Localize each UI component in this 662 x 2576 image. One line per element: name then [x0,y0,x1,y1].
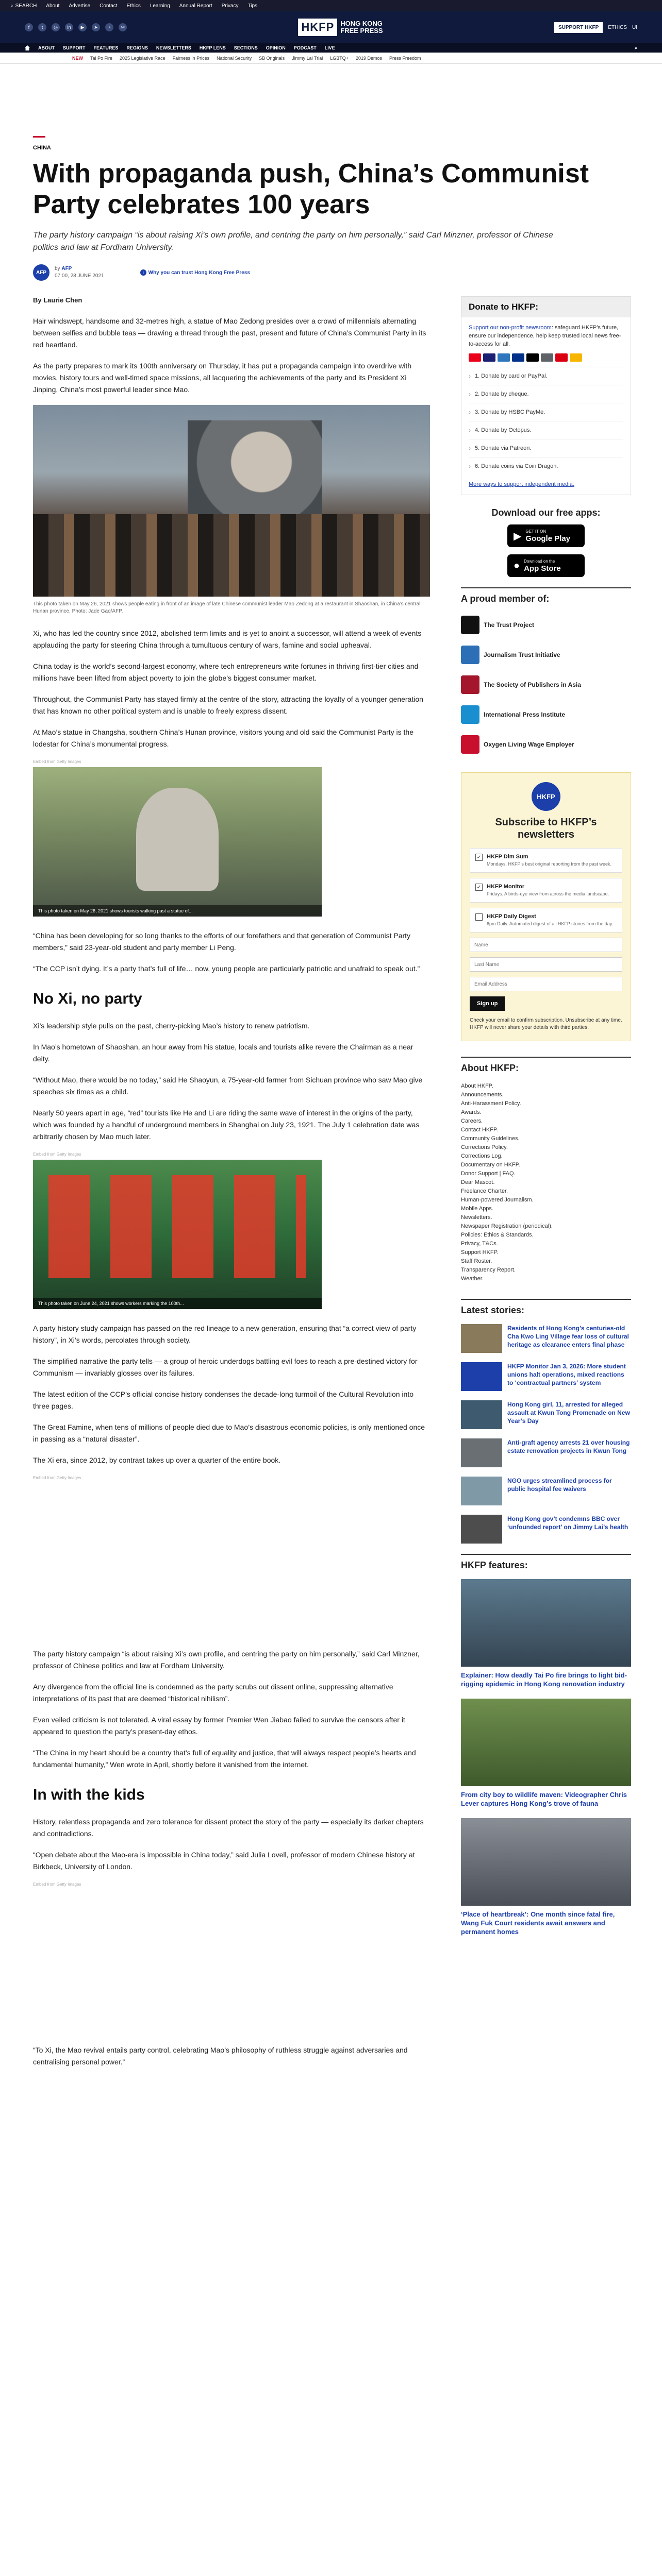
paragraph: Xi, who has led the country since 2012, abolished term limits and is yet to anoint a successor, will attend a week of events applauding the party for steering China through a tumultuous century of wars, famine and social upheaval. [33,629,422,649]
payment-methods [469,353,623,362]
about-link[interactable]: Contact HKFP. [461,1127,498,1133]
about-link[interactable]: Corrections Policy. [461,1144,508,1150]
article-photo-workers-sign[interactable] [33,1160,322,1309]
paragraph: The latest edition of the CCP’s official concise history condenses the decade-long turmoil of the Cultural Revolution into three pages. [33,1390,414,1410]
story-thumbnail [461,1400,502,1429]
search-icon[interactable]: ⌕ [634,45,637,50]
trending-item[interactable]: 2019 Demos [355,55,382,61]
member-title: A proud member of: [461,587,631,604]
feature-story[interactable]: ‘Place of heartbreak’: One month since fatal fire, Wang Fuk Court residents await answers and permanent homes [461,1818,631,1936]
category-rule [33,136,45,138]
embed-credit: Embed from Getty Images [33,759,81,764]
googlepay-icon [541,353,553,362]
member-jti[interactable]: Journalism Trust Initiative [461,642,631,667]
trending-item[interactable]: Tai Po Fire [90,55,113,61]
about-link[interactable]: Donor Support | FAQ. [461,1171,516,1177]
section-heading: In with the kids [33,1786,145,1803]
paragraph: In Mao’s hometown of Shaoshan, an hour away from his statue, locals and tourists alike revere the Chairman as a near deity. [33,1043,413,1063]
about-link[interactable]: Human-powered Journalism. [461,1197,534,1203]
jti-icon [461,646,479,664]
embed-credit: Embed from Getty Images [33,1476,81,1480]
byline-date: 07:00, 28 JUNE 2021 [55,273,104,279]
nav-live[interactable]: LIVE [324,45,335,50]
story-thumbnail [461,1324,502,1353]
email-input[interactable] [470,977,622,991]
byline-author[interactable]: AFP [61,266,72,272]
search-icon: ⌕ [10,3,13,9]
nav-about[interactable]: ABOUT [38,45,55,50]
newsletter-logo: HKFP [532,782,560,811]
trending-item[interactable]: SB Originals [259,55,285,61]
donate-option-octopus[interactable]: › 4. Donate by Octopus. [469,421,623,439]
about-link[interactable]: Weather. [461,1276,484,1282]
oxygen-icon [461,735,479,754]
trending-item[interactable]: Jimmy Lai Trial [292,55,323,61]
support-newsroom-link[interactable]: Support our non-profit newsroom [469,325,552,331]
app-store-button[interactable]: ● Download on the App Store [507,554,585,577]
byline [33,264,629,281]
latest-story[interactable]: HKFP Monitor Jan 3, 2026: More student unions halt operations, mixed reactions to ‘contractual partners’ system [461,1362,631,1391]
facebook-icon[interactable]: f [25,23,33,31]
chevron-right-icon: › [469,445,471,452]
rss-icon[interactable]: ◔ [105,23,113,31]
photo-caption: This photo taken on May 26, 2021 shows people eating in front of an image of late Chinese communist leader Mao Zedong at a restaurant in Shaoshan, in China’s central Hunan province. Photo: Jade Gao/AFP. [33,601,421,614]
nav-newsletters[interactable]: NEWSLETTERS [156,45,191,50]
hsbc-icon [555,353,568,362]
about-link[interactable]: Policies: Ethics & Standards. [461,1232,534,1238]
article-author: By Laurie Chen [33,296,82,304]
utility-tips-link[interactable]: Tips [247,3,258,9]
donate-intro: : safeguard HKFP’s future, ensure our independence, help keep trusted local news free-to-access for all. [469,325,621,347]
sopa-icon [461,675,479,694]
member-sopa[interactable]: The Society of Publishers in Asia [461,672,631,697]
octopus-icon [570,353,582,362]
nav-regions[interactable]: REGIONS [126,45,148,50]
nav-sections[interactable]: SECTIONS [234,45,258,50]
article-header [0,64,662,281]
utility-ethics-link[interactable]: Ethics [126,3,141,9]
paragraph: Even veiled criticism is not tolerated. A viral essay by former Premier Wen Jiabao failed to survive the censors after it appeared to question the party’s present-day ethos. [33,1716,405,1736]
about-link[interactable]: Anti-Harassment Policy. [461,1100,521,1107]
nav-support[interactable]: SUPPORT [63,45,86,50]
apps-title: Download our free apps: [491,507,601,518]
photo-crowd-shape [33,514,430,597]
visa-icon [483,353,495,362]
story-thumbnail [461,1438,502,1467]
main-nav [0,43,662,53]
paragraph: Xi’s leadership style pulls on the past, cherry-picking Mao’s history to renew patriotism. [33,1022,310,1030]
trending-new-label: NEW [72,55,83,61]
ethics-link[interactable]: ETHICS [608,24,627,30]
paragraph: The party history campaign “is about raising Xi’s own profile, and centring the party on him personally,” said Carl Minzner, professor of Chinese politics and law at Fordham University. [33,1650,420,1670]
signup-button[interactable]: Sign up [470,996,505,1011]
article-standfirst: The party history campaign “is about raising Xi’s own profile, and centring the party on him personally,” said Carl Minzner, professor of Chinese politics and law at Fordham University. [33,231,553,252]
story-thumbnail [461,1477,502,1505]
utility-annual-report-link[interactable]: Annual Report [179,3,212,9]
about-link[interactable]: Corrections Log. [461,1153,503,1159]
donate-option-coins[interactable]: › 6. Donate coins via Coin Dragon. [469,457,623,475]
photo-bust-shape [136,788,219,891]
newsletter-option-dimsum[interactable]: ✓ HKFP Dim Sum Mondays. HKFP’s best original reporting from the past week. [470,848,622,873]
newsletter-widget [461,772,631,1041]
story-thumbnail [461,1362,502,1391]
feature-image [461,1818,631,1906]
trending-bar [0,53,662,64]
utility-about-link[interactable]: About [46,3,60,9]
embed-placeholder [33,1483,430,1648]
paragraph: Throughout, the Communist Party has stayed firmly at the centre of the story, attracting the loyalty of a younger generation that has known no other political system and is unable to freely express dissent. [33,695,423,715]
paragraph: The Great Famine, when tens of millions of people died due to Mao’s disastrous economic policies, is only mentioned once in passing as a “natural disaster”. [33,1423,425,1443]
latest-story[interactable]: NGO urges streamlined process for public hospital fee waivers [461,1477,631,1505]
info-icon: i [140,269,146,276]
donate-title: Donate to HKFP: [461,297,631,317]
applepay-icon [526,353,539,362]
paragraph: “To Xi, the Mao revival entails party control, celebrating Mao’s philosophy of ruthless struggle against adversaries and centralising personal power.” [33,2046,408,2066]
chevron-right-icon: › [469,427,471,434]
trending-item[interactable]: 2025 Legislative Race [120,55,166,61]
about-link[interactable]: Community Guidelines. [461,1136,520,1142]
nav-features[interactable]: FEATURES [93,45,119,50]
donate-body [461,317,631,495]
paragraph: “China has been developing for so long thanks to the efforts of our forefathers and that generation of Communist Party members,” said 23-year-old student and party member Li Peng. [33,931,411,952]
photo-overlay-caption: This photo taken on June 24, 2021 shows workers marking the 100th... [33,1298,322,1309]
author-avatar[interactable]: AFP [33,264,49,281]
feature-image [461,1579,631,1667]
photo-characters-shape [48,1175,306,1278]
trust-project-icon [461,616,479,634]
utility-advertise-link[interactable]: Advertise [69,3,91,9]
member-trust-project[interactable]: The Trust Project [461,613,631,637]
embed-placeholder [33,1890,430,2044]
donate-option-cheque[interactable]: › 2. Donate by cheque. [469,385,623,403]
paragraph: The simplified narrative the party tells — a group of heroic underdogs battling evil foes to reach a pre-destined victory for Communism — invariably glosses over its failures. [33,1357,418,1377]
about-link[interactable]: Newsletters. [461,1214,492,1221]
paragraph: “Without Mao, there would be no today,” said He Shaoyun, a 75-year-old farmer from Sichuan province who saw Mao give speeches six times as a child. [33,1076,423,1096]
content-columns [0,296,662,2077]
more-support-link[interactable]: More ways to support independent media. [469,481,574,487]
paragraph: “The China in my heart should be a country that’s full of equality and justice, that will always respect people’s hearts and fundamental humanity,” Wen wrote in April, shortly before it vanished from the internet. [33,1749,416,1769]
google-play-icon: ▶ [514,530,522,542]
paragraph: China today is the world’s second-largest economy, where tech entrepreneurs write fortunes in thriving first-tier cities and millions have been lifted from abject poverty to join the globe’s biggest consumer market. [33,662,419,682]
ipi-icon [461,705,479,724]
about-link[interactable]: Documentary on HKFP. [461,1162,520,1168]
paragraph: Hair windswept, handsome and 32-metres high, a statue of Mao Zedong presides over a crowd of millennials alternating between selfies and bubble teas — drawing a thread through the past, present and future of China’s Communist Party in its red heartland. [33,317,426,349]
feature-story[interactable]: Explainer: How deadly Tai Po fire brings to light bid-rigging epidemic in Hong Kong renovation industry [461,1579,631,1688]
support-hkfp-button[interactable]: SUPPORT HKFP [554,22,603,33]
newsletter-option-monitor[interactable]: ✓ HKFP Monitor Fridays. A birds-eye view from across the media landscape. [470,878,622,903]
article-photo-mao-statue[interactable] [33,767,322,917]
trust-link[interactable]: i Why you can trust Hong Kong Free Press [140,269,250,276]
twitter-icon[interactable]: t [38,23,46,31]
about-link[interactable]: Freelance Charter. [461,1188,508,1194]
article-photo-mao-restaurant[interactable] [33,405,430,597]
paragraph: “The CCP isn’t dying. It’s a party that’s full of life… now, young people are particularly patriotic and unafraid to speak out.” [33,964,420,973]
latest-story[interactable]: Hong Kong girl, 11, arrested for alleged assault at Kwun Tong Promenade on New Year’s Day [461,1400,631,1429]
ui-toggle[interactable]: UI [632,24,637,30]
about-link[interactable]: Announcements. [461,1092,504,1098]
nav-hkfp-lens[interactable]: HKFP LENS [199,45,226,50]
paragraph: The Xi era, since 2012, by contrast takes up over a quarter of the entire book. [33,1456,281,1464]
newsletter-note: Check your email to confirm subscription. Unsubscribe at any time. HKFP will never share your details with third parties. [470,1018,622,1030]
article-category[interactable]: CHINA [33,145,51,151]
telegram-icon[interactable]: ➤ [92,23,100,31]
about-link[interactable]: Awards. [461,1109,482,1115]
latest-story[interactable]: Anti-graft agency arrests 21 over housing estate renovation projects in Kwun Tong [461,1438,631,1467]
chevron-right-icon: › [469,372,471,380]
byline-meta: by AFP 07:00, 28 JUNE 2021 [55,266,104,279]
utility-bar [0,0,662,11]
sidebar [461,296,631,2077]
masthead [0,11,662,43]
about-list [461,1082,631,1283]
feature-image [461,1699,631,1786]
paragraph: Any divergence from the official line is condemned as the party scrubs out dissent online, suppressing alternative interpretations of its past that are deemed “historical nihilism”. [33,1683,393,1703]
trending-item[interactable]: LGBTQ+ [330,55,349,61]
paragraph: “Open debate about the Mao-era is impossible in China today,” said Julia Lovell, professor of modern Chinese history at Birkbeck, University of London. [33,1851,415,1871]
chevron-right-icon: › [469,409,471,416]
paragraph: A party history study campaign has passed on the red lineage to a new generation, ensuring that “a correct view of party history”, in Xi’s words, percolates through society. [33,1324,417,1344]
trending-item[interactable]: Press Freedom [389,55,421,61]
features-title: HKFP features: [461,1554,631,1571]
amex-icon [498,353,510,362]
last-name-input[interactable] [470,957,622,972]
about-link[interactable]: Transparency Report. [461,1267,516,1273]
chevron-right-icon: › [469,391,471,398]
donate-widget [461,296,631,495]
about-link[interactable]: Privacy, T&Cs. [461,1241,498,1247]
section-heading: No Xi, no party [33,990,142,1007]
chevron-right-icon: › [469,463,471,470]
photo-overlay-caption: This photo taken on May 26, 2021 shows tourists walking past a statue of... [33,905,322,917]
donate-option-payme[interactable]: › 3. Donate by HSBC PayMe. [469,403,623,421]
latest-story[interactable]: Residents of Hong Kong’s centuries-old Cha Kwo Ling Village fear loss of cultural heritage as clearance enters final phase [461,1324,631,1353]
newsletter-title: Subscribe to HKFP’s newsletters [495,817,597,840]
social-links [25,23,127,31]
home-icon[interactable] [25,45,30,50]
mastercard-icon [469,353,481,362]
paragraph: Nearly 50 years apart in age, “red” tourists like He and Li are riding the same wave of interest in the origins of the party, which was founded by a handful of underground members in Shanghai on July 23, 1921. The July 1 celebration date was arbitrarily chosen by Mao much later. [33,1109,420,1141]
masthead-actions [554,22,637,33]
utility-learning-link[interactable]: Learning [150,3,170,9]
donate-option-patreon[interactable]: › 5. Donate via Patreon. [469,439,623,457]
site-logo[interactable] [298,19,383,36]
about-link[interactable]: Support HKFP. [461,1249,499,1256]
trending-item[interactable]: Fairness in Prices [172,55,210,61]
logo-wordmark: HONG KONG FREE PRESS [340,20,383,35]
article-headline: With propaganda push, China’s Communist Party celebrates 100 years [33,159,589,219]
latest-story[interactable]: Hong Kong gov’t condemns BBC over ‘unfounded report’ on Jimmy Lai’s health [461,1515,631,1544]
story-thumbnail [461,1515,502,1544]
member-ipi[interactable]: International Press Institute [461,702,631,727]
article-body [33,296,430,2077]
checkbox-icon[interactable] [475,913,483,921]
youtube-icon[interactable]: ▶ [78,23,87,31]
paypal-icon [512,353,524,362]
about-link[interactable]: Newspaper Registration (periodical). [461,1223,553,1229]
embed-credit: Embed from Getty Images [33,1882,81,1887]
about-link[interactable]: About HKFP. [461,1083,493,1089]
newsletter-option-digest[interactable]: HKFP Daily Digest 6pm Daily. Automated digest of all HKFP stories from the day. [470,908,622,933]
donate-option-card[interactable]: › 1. Donate by card or PayPal. [469,367,623,385]
embed-credit: Embed from Getty Images [33,1152,81,1157]
latest-title: Latest stories: [461,1299,631,1316]
instagram-icon[interactable]: ◎ [52,23,60,31]
apple-icon: ● [514,560,520,571]
paragraph: As the party prepares to mark its 100th anniversary on Thursday, it has put a propaganda campaign into overdrive with movies, history tours and well-timed space missions, all lacquering the achievements of the party and its President Xi Jinping, China’s most powerful leader since Mao. [33,362,412,394]
nav-podcast[interactable]: PODCAST [293,45,317,50]
about-title: About HKFP: [461,1057,631,1074]
utility-contact-link[interactable]: Contact [100,3,118,9]
feature-story[interactable]: From city boy to wildlife maven: Videographer Chris Lever captures Hong Kong’s trove of fauna [461,1699,631,1808]
logo-mark: HKFP [298,19,337,36]
checkbox-checked-icon[interactable]: ✓ [475,884,483,891]
checkbox-checked-icon[interactable]: ✓ [475,854,483,861]
google-play-button[interactable]: ▶ GET IT ON Google Play [507,524,585,547]
about-link[interactable]: Staff Roster. [461,1258,492,1264]
first-name-input[interactable] [470,938,622,952]
email-icon[interactable]: ✉ [119,23,127,31]
about-link[interactable]: Dear Mascot. [461,1179,495,1185]
nav-opinion[interactable]: OPINION [266,45,286,50]
about-link[interactable]: Careers. [461,1118,483,1124]
paragraph: History, relentless propaganda and zero tolerance for dissent protect the story of the party — especially its darker chapters and contradictions. [33,1818,424,1838]
trending-item[interactable]: National Security [217,55,252,61]
linkedin-icon[interactable]: in [65,23,73,31]
about-link[interactable]: Mobile Apps. [461,1206,493,1212]
paragraph: At Mao’s statue in Changsha, southern China’s Hunan province, visitors young and old said the Communist Party is the lodestar for China’s monumental progress. [33,728,413,748]
member-oxygen[interactable]: Oxygen Living Wage Employer [461,732,631,757]
utility-privacy-link[interactable]: Privacy [221,3,239,9]
utility-search[interactable]: ⌕ SEARCH [10,3,37,9]
